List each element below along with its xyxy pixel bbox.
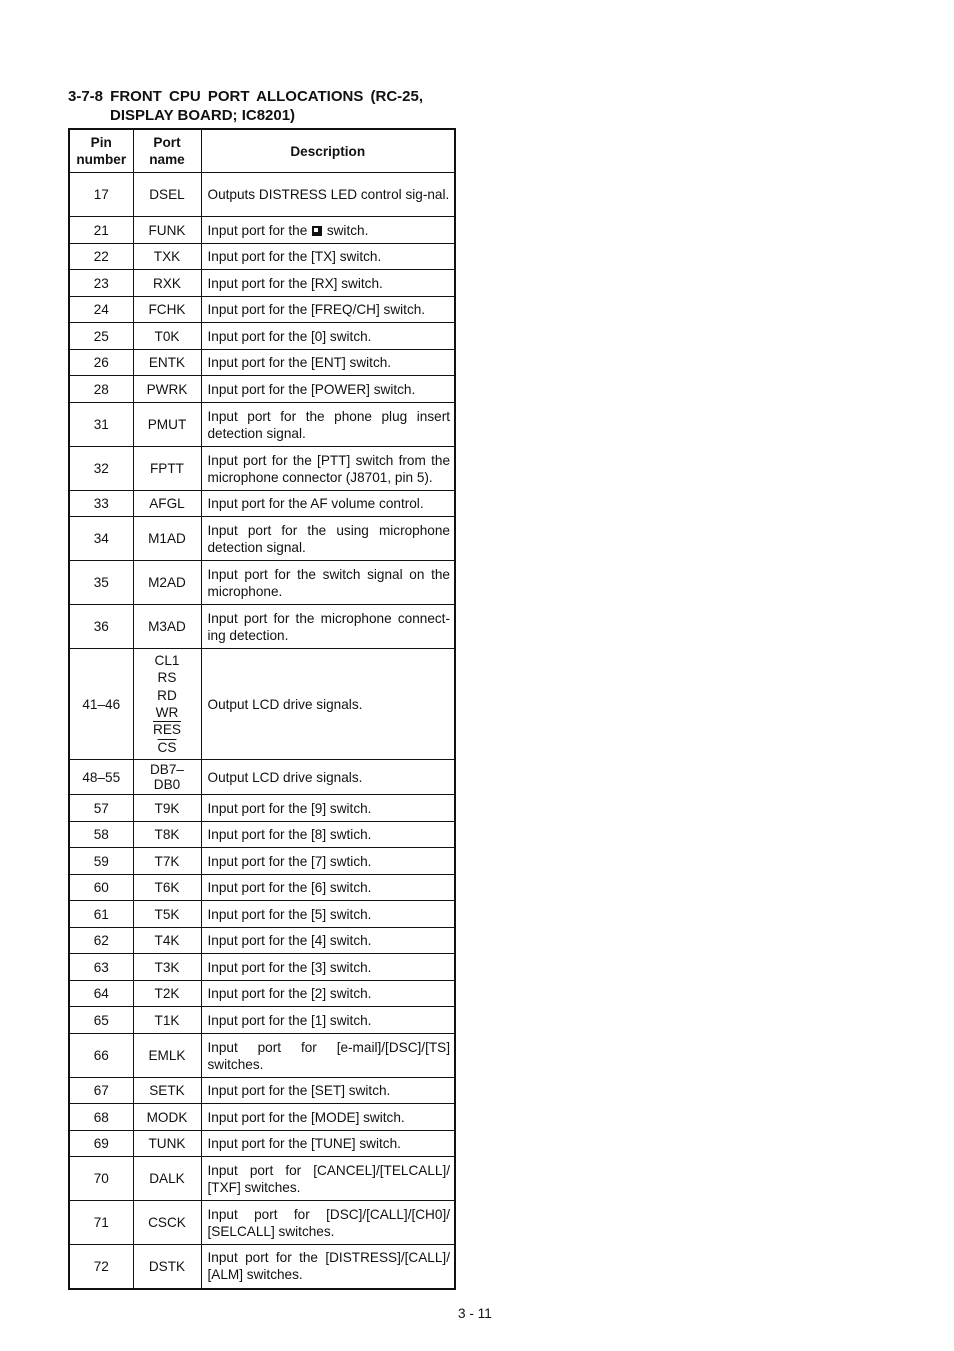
pin-number-cell: 61 [69,901,133,928]
pin-number-cell: 35 [69,561,133,605]
port-name-cell: ENTK [133,350,201,376]
pin-number-cell: 70 [69,1157,133,1201]
port-name-cell: T5K [133,901,201,928]
port-name-cell: M1AD [133,517,201,561]
pin-number-cell: 28 [69,376,133,403]
section-title-line2: DISPLAY BOARD; IC8201) [110,107,296,124]
table-row [69,517,455,561]
pin-number-cell: 58 [69,822,133,848]
port-name-cell: EMLK [133,1034,201,1078]
port-name-cell: TXK [133,244,201,270]
function-key-icon [312,226,322,236]
table-row [69,447,455,491]
table-row [69,297,455,323]
pin-number-cell: 68 [69,1104,133,1131]
table-row [69,403,455,447]
port-name-cell [133,649,201,760]
port-allocation-table [68,128,456,1290]
description-cell: Input port for the [FREQ/CH] switch. [201,297,455,323]
pin-number-cell: 57 [69,795,133,822]
port-name-cell: TUNK [133,1131,201,1157]
table-body [69,173,455,1289]
table-header-row [69,129,455,173]
port-name-cell: PMUT [133,403,201,447]
header-port-name: Port name [133,129,201,173]
table-row [69,1131,455,1157]
description-cell: Input port for the [SET] switch. [201,1078,455,1104]
port-name-cell: AFGL [133,491,201,517]
description-cell: Input port for the [TUNE] switch. [201,1131,455,1157]
section-heading [68,87,463,125]
port-name-cell: DB7–DB0 [133,760,201,795]
port-name-cell: FUNK [133,217,201,244]
table-row [69,954,455,981]
pin-number-cell: 32 [69,447,133,491]
table-row [69,1104,455,1131]
description-cell: Input port for the [TX] switch. [201,244,455,270]
table-row [69,649,455,760]
port-name-cell: M2AD [133,561,201,605]
port-name-cell: MODK [133,1104,201,1131]
port-name-item: CL1 [154,652,180,668]
port-name-cell: T1K [133,1007,201,1034]
description-cell: Input port for the [9] switch. [201,795,455,822]
description-cell: Input port for the [PTT] switch from the microphone connector (J8701, pin 5). [201,447,455,491]
port-name-item: RS [157,670,177,686]
table-row [69,217,455,244]
table-row [69,350,455,376]
header-description: Description [201,129,455,173]
description-cell: Output LCD drive signals. [201,649,455,760]
port-name-item: RD [157,687,177,703]
description-cell: Input port for the [6] switch. [201,875,455,901]
pin-number-cell: 25 [69,323,133,350]
description-cell: Input port for the [4] switch. [201,928,455,954]
description-cell: Input port for the microphone connect-ing detection. [201,605,455,649]
description-cell: Input port for [DSC]/[CALL]/[CH0]/ [SELCALL] switches. [201,1201,455,1245]
port-name-cell: CSCK [133,1201,201,1245]
port-name-cell: T8K [133,822,201,848]
pin-number-cell: 22 [69,244,133,270]
table-row [69,376,455,403]
pin-number-cell: 62 [69,928,133,954]
description-text-before: Input port for the [207,222,308,238]
pin-number-cell: 69 [69,1131,133,1157]
port-name-cell: T6K [133,875,201,901]
description-cell: Outputs DISTRESS LED control sig-nal. [201,173,455,217]
description-cell: Input port for the [3] switch. [201,954,455,981]
description-cell: Output LCD drive signals. [201,760,455,795]
header-pin-number: Pin number [69,129,133,173]
table-row [69,1034,455,1078]
pin-number-cell: 34 [69,517,133,561]
table-row [69,561,455,605]
description-cell: Input port for the [RX] switch. [201,270,455,297]
pin-number-cell: 65 [69,1007,133,1034]
port-name-cell: T2K [133,981,201,1007]
pin-number-cell: 48–55 [69,760,133,795]
port-name-cell: FCHK [133,297,201,323]
port-name-cell: T9K [133,795,201,822]
description-cell [201,217,455,244]
table-row [69,1007,455,1034]
pin-number-cell: 60 [69,875,133,901]
description-cell: Input port for the [ENT] switch. [201,350,455,376]
table-row [69,1245,455,1289]
pin-number-cell: 59 [69,848,133,875]
port-name-cell: T7K [133,848,201,875]
port-name-cell: M3AD [133,605,201,649]
pin-number-cell: 67 [69,1078,133,1104]
table-row [69,848,455,875]
description-cell: Input port for the [8] swtich. [201,822,455,848]
port-name-cell: T0K [133,323,201,350]
table-row [69,1078,455,1104]
port-name-cell: T3K [133,954,201,981]
description-cell: Input port for the using microphone detection signal. [201,517,455,561]
table-row [69,795,455,822]
table-row [69,760,455,795]
description-cell: Input port for the phone plug insert detection signal. [201,403,455,447]
description-cell: Input port for [e-mail]/[DSC]/[TS] switches. [201,1034,455,1078]
table-row [69,928,455,954]
port-name-cell: FPTT [133,447,201,491]
port-name-item: $\overline{CS}$ [157,739,177,755]
description-text-after: switch. [326,222,369,238]
description-cell: Input port for [CANCEL]/[TELCALL]/ [TXF] switches. [201,1157,455,1201]
description-cell: Input port for the AF volume control. [201,491,455,517]
table-row [69,605,455,649]
pin-number-cell: 33 [69,491,133,517]
table-row [69,1157,455,1201]
pin-number-cell: 17 [69,173,133,217]
table-row [69,901,455,928]
table-row [69,323,455,350]
pin-number-cell: 31 [69,403,133,447]
pin-number-cell: 71 [69,1201,133,1245]
page-number: 3 - 11 [458,1306,492,1321]
section-title-line1: 3-7-8 FRONT CPU PORT ALLOCATIONS (RC-25, [68,88,424,105]
table-row [69,270,455,297]
port-name-cell: T4K [133,928,201,954]
port-name-item: $\overline{RES}$ [153,722,181,738]
description-cell: Input port for the [5] switch. [201,901,455,928]
port-name-cell: SETK [133,1078,201,1104]
table-row [69,173,455,217]
table-row [69,491,455,517]
description-cell: Input port for the [MODE] switch. [201,1104,455,1131]
pin-number-cell: 23 [69,270,133,297]
table-row [69,981,455,1007]
pin-number-cell: 41–46 [69,649,133,760]
description-cell: Input port for the [7] swtich. [201,848,455,875]
pin-number-cell: 63 [69,954,133,981]
port-name-cell: PWRK [133,376,201,403]
port-name-cell: DSEL [133,173,201,217]
description-cell: Input port for the [DISTRESS]/[CALL]/ [ALM] switches. [201,1245,455,1289]
description-cell: Input port for the [1] switch. [201,1007,455,1034]
pin-number-cell: 64 [69,981,133,1007]
description-cell: Input port for the switch signal on the microphone. [201,561,455,605]
description-cell: Input port for the [2] switch. [201,981,455,1007]
pin-number-cell: 26 [69,350,133,376]
pin-number-cell: 36 [69,605,133,649]
port-name-item: WR [155,705,179,720]
port-name-cell: RXK [133,270,201,297]
port-name-cell: DSTK [133,1245,201,1289]
pin-number-cell: 66 [69,1034,133,1078]
pin-number-cell: 24 [69,297,133,323]
pin-number-cell: 21 [69,217,133,244]
table-row [69,875,455,901]
pin-number-cell: 72 [69,1245,133,1289]
table-row [69,1201,455,1245]
description-cell: Input port for the [POWER] switch. [201,376,455,403]
table-row [69,244,455,270]
description-cell: Input port for the [0] switch. [201,323,455,350]
table-row [69,822,455,848]
port-name-cell: DALK [133,1157,201,1201]
